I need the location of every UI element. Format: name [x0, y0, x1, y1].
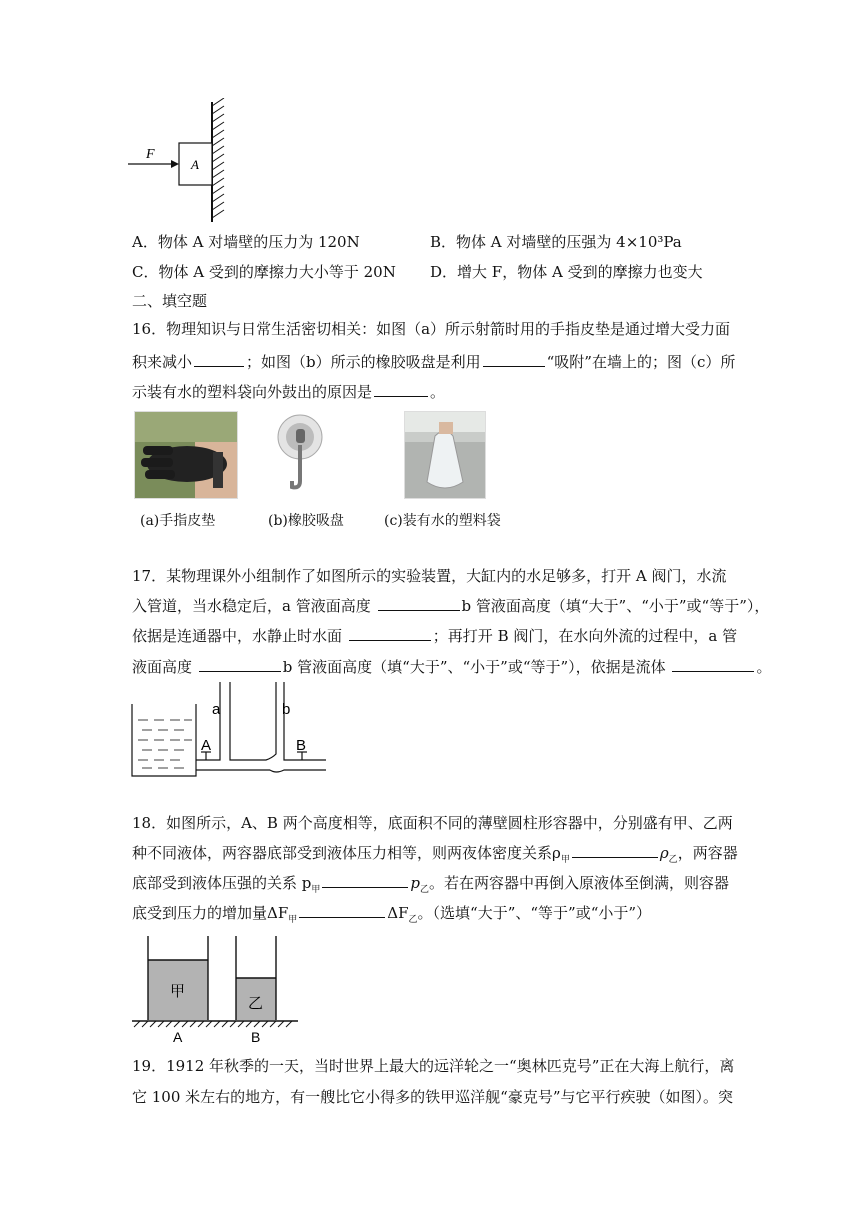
q18-text: ΔF [387, 904, 409, 922]
q18-text: 种不同液体，两容器底部受到液体压力相等，则两夜体密度关系ρ [132, 844, 561, 862]
q18-text: 。若在两容器中再倒入原液体至倒满，则容器 [429, 874, 730, 892]
q17-text: b 管液面高度（填“大于”、“小于”或“等于”）， [461, 597, 770, 615]
q17-text: 液面高度 [132, 658, 193, 676]
caption-a: (a)手指皮垫 [140, 513, 216, 529]
subscript: 乙 [408, 915, 418, 925]
answer-blank[interactable] [672, 657, 754, 672]
subscript: 甲 [311, 885, 321, 895]
q18-text: 底受到压力的增加量ΔF [132, 904, 289, 922]
answer-blank[interactable] [349, 626, 431, 641]
q18-line1: 18．如图所示，A、B 两个高度相等，底面积不同的薄壁圆柱形容器中，分别盛有甲、乙两 [132, 814, 733, 832]
q17-text: 入管道，当水稳定后，a 管液面高度 [132, 597, 371, 615]
tube-b-label: b [282, 701, 291, 718]
option-d: D．增大 F，物体 A 受到的摩擦力也变大 [430, 263, 703, 281]
q18-text: p [410, 874, 420, 892]
q16-text: 示装有水的塑料袋向外鼓出的原因是 [132, 383, 373, 401]
q17-line1: 17．某物理课外小组制作了如图所示的实验装置，大缸内的水足够多，打开 A 阀门，水流 [132, 567, 727, 585]
q18-text: 底部受到液体压强的关系 p [132, 874, 312, 892]
liquid-b-label: 乙 [248, 994, 264, 1012]
q16-line1: 16．物理知识与日常生活密切相关：如图（a）所示射箭时用的手指皮垫是通过增大受力面 [132, 320, 731, 338]
two-containers-figure [126, 932, 306, 1044]
caption-b: (b)橡胶吸盘 [268, 513, 344, 529]
connected-vessel-figure [126, 680, 330, 780]
option-a: A．物体 A 对墙壁的压力为 120N [132, 233, 360, 251]
valve-a-label: A [201, 737, 212, 754]
caption-c: (c)装有水的塑料袋 [384, 513, 501, 529]
q18-line3 [132, 873, 729, 900]
option-b: B．物体 A 对墙壁的压强为 4×10³Pa [430, 233, 682, 251]
liquid-a-label: 甲 [170, 982, 186, 1000]
q18-line2 [132, 843, 738, 870]
q16-line2 [132, 352, 735, 372]
answer-blank[interactable] [194, 352, 244, 367]
subscript: 乙 [420, 885, 430, 895]
q17-line2 [132, 596, 769, 616]
q17-text: ；再打开 B 阀门，在水向外流的过程中，a 管 [432, 627, 738, 645]
q16-line3 [132, 382, 445, 402]
container-a-label: A [173, 1029, 183, 1044]
answer-blank[interactable] [322, 873, 408, 888]
suction-cup-photo [270, 411, 330, 497]
q18-text: ρ [659, 844, 669, 862]
q17-text: 。 [756, 658, 772, 676]
q16-text: 。 [430, 383, 446, 401]
q17-line4 [132, 657, 771, 677]
q18-text: 。（选填“大于”、“等于”或“小于”） [417, 904, 652, 922]
q17-line3 [132, 626, 737, 646]
answer-blank[interactable] [483, 352, 545, 367]
q18-line4 [132, 903, 651, 930]
finger-pad-photo [134, 411, 238, 499]
wall-block-figure [120, 98, 240, 226]
subscript: 乙 [668, 855, 678, 865]
block-label: A [191, 157, 199, 172]
q16-text: ；如图（b）所示的橡胶吸盘是利用 [246, 353, 481, 371]
q19-line2: 它 100 米左右的地方，有一艘比它小得多的铁甲巡洋舰“豪克号”与它平行疾驶（如图）。突 [132, 1088, 734, 1106]
q17-text: 依据是连通器中，水静止时水面 [132, 627, 343, 645]
q16-text: “吸附”在墙上的；图（c）所 [546, 353, 736, 371]
option-c: C．物体 A 受到的摩擦力大小等于 20N [132, 263, 396, 281]
container-b-label: B [251, 1029, 261, 1044]
water-bag-photo [404, 411, 486, 499]
answer-blank[interactable] [374, 382, 428, 397]
answer-blank[interactable] [378, 596, 460, 611]
answer-blank[interactable] [572, 843, 658, 858]
answer-blank[interactable] [199, 657, 281, 672]
subscript: 甲 [560, 855, 570, 865]
answer-blank[interactable] [299, 903, 385, 918]
force-label: F [146, 147, 155, 162]
q17-text: b 管液面高度（填“大于”、“小于”或“等于”），依据是流体 [282, 658, 666, 676]
valve-b-label: B [296, 737, 307, 754]
q16-text: 积来减小 [132, 353, 193, 371]
q19-line1: 19．1912 年秋季的一天，当时世界上最大的远洋轮之一“奥林匹克号”正在大海上航行，离 [132, 1057, 735, 1075]
tube-a-label: a [212, 701, 221, 718]
subscript: 甲 [288, 915, 298, 925]
section-title: 二、填空题 [132, 292, 208, 310]
q18-text: ，两容器 [677, 844, 738, 862]
